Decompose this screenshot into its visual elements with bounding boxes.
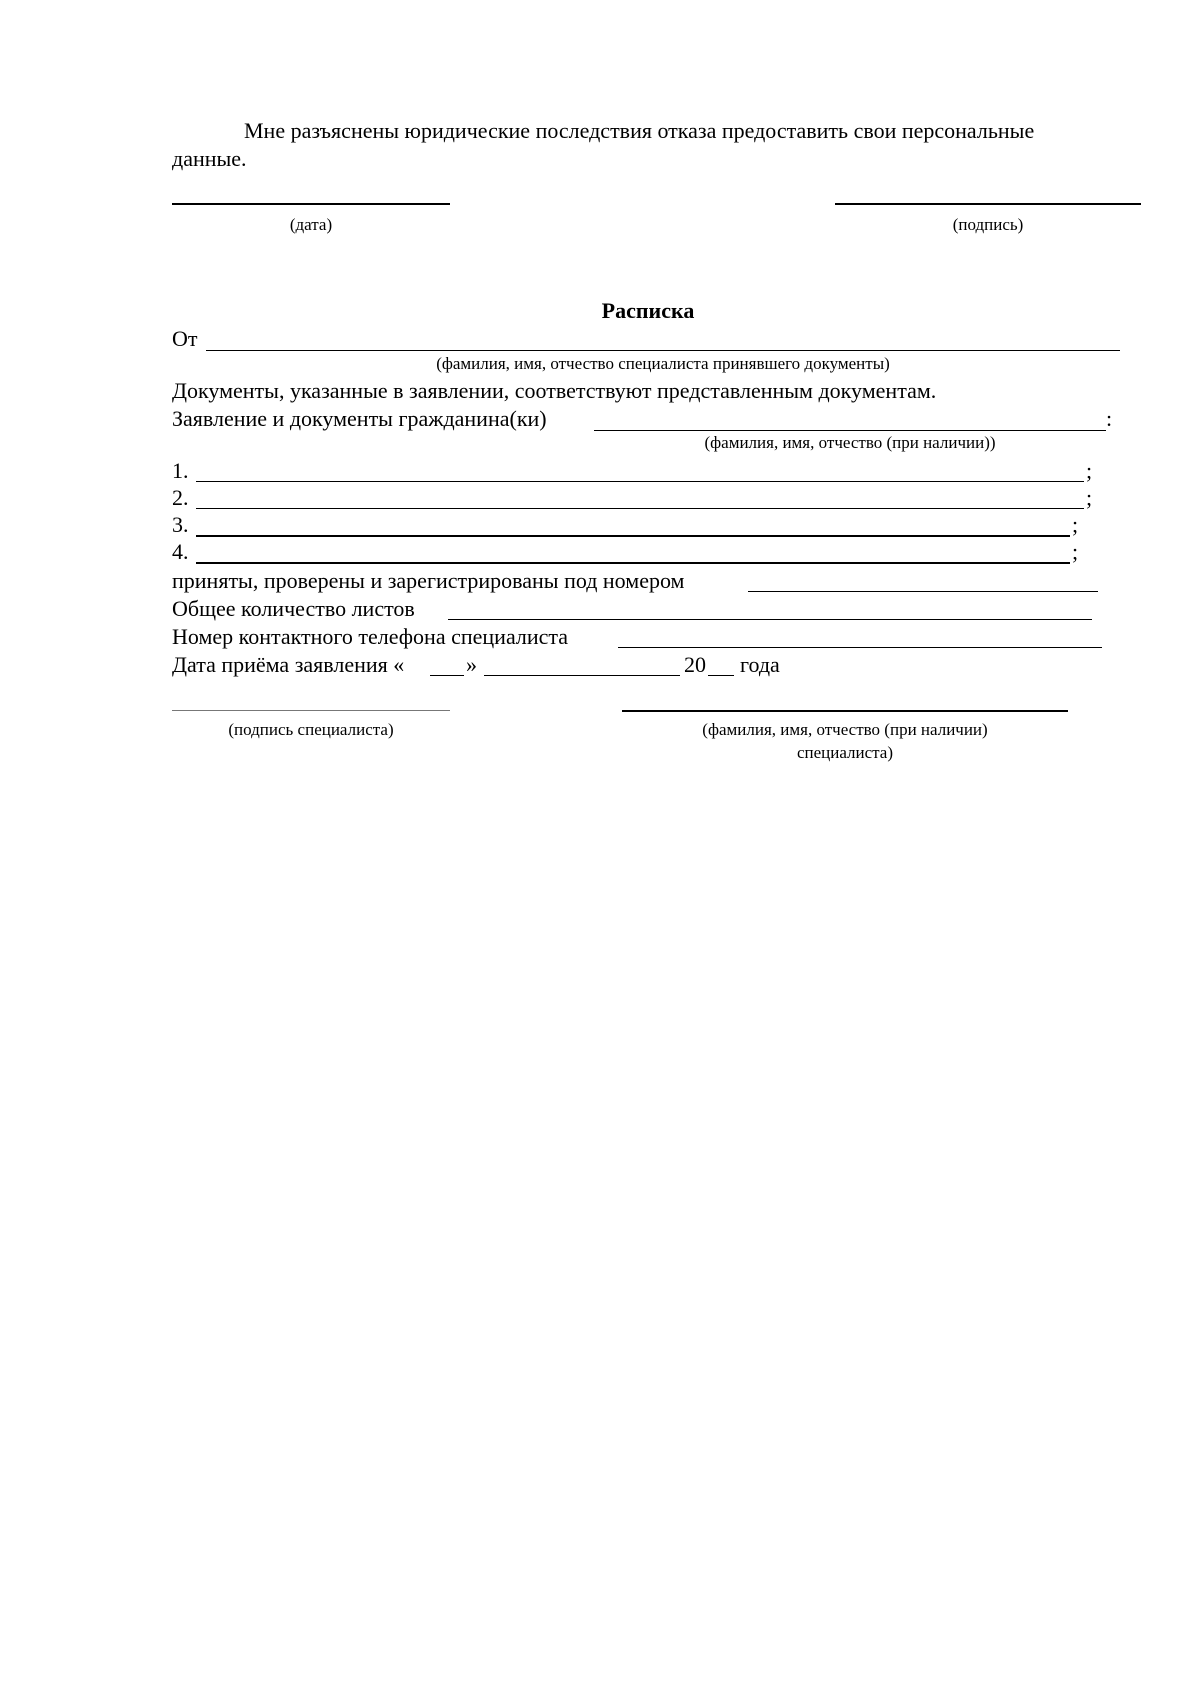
- item-line-1[interactable]: [196, 481, 1084, 482]
- intro-line-2: данные.: [172, 146, 247, 171]
- item-number: 4.: [172, 539, 189, 564]
- date-year-line[interactable]: [708, 675, 734, 676]
- date-caption: (дата): [289, 215, 333, 234]
- from-line[interactable]: [206, 350, 1120, 351]
- item-end: ;: [1072, 539, 1079, 564]
- registered-label: приняты, проверены и зарегистрированы под номером: [172, 568, 685, 593]
- docs-match-text: Документы, указанные в заявлении, соответствуют представленным документам.: [172, 378, 937, 403]
- date-line[interactable]: [172, 203, 450, 205]
- item-line-2[interactable]: [196, 508, 1084, 509]
- item-number: 3.: [172, 512, 189, 537]
- item-end: ;: [1072, 512, 1079, 537]
- specialist-name-caption-1: (фамилия, имя, отчество (при наличии): [702, 720, 988, 739]
- specialist-name-line[interactable]: [622, 710, 1068, 712]
- from-caption: (фамилия, имя, отчество специалиста принявшего документы): [436, 354, 890, 373]
- specialist-signature-line[interactable]: [172, 710, 450, 711]
- item-number: 1.: [172, 458, 189, 483]
- sheets-label: Общее количество листов: [172, 596, 415, 621]
- item-number: 2.: [172, 485, 189, 510]
- intro-line-1: Мне разъяснены юридические последствия отказа предоставить свои персональные: [244, 118, 1035, 143]
- date-month-line[interactable]: [484, 675, 680, 676]
- registration-number-line[interactable]: [748, 591, 1098, 592]
- item-line-3[interactable]: [196, 535, 1070, 537]
- citizen-colon: :: [1106, 406, 1113, 431]
- specialist-name-caption-2: специалиста): [796, 743, 894, 762]
- item-end: ;: [1086, 458, 1093, 483]
- citizen-line[interactable]: [594, 430, 1106, 431]
- date-year-suffix: года: [740, 652, 780, 677]
- date-year-prefix: 20: [684, 652, 706, 677]
- receipt-title: Расписка: [601, 298, 695, 323]
- date-accept-label: Дата приёма заявления «: [172, 652, 405, 677]
- date-day-line[interactable]: [430, 675, 464, 676]
- citizen-label: Заявление и документы гражданина(ки): [172, 406, 547, 431]
- item-line-4[interactable]: [196, 562, 1070, 564]
- date-quote-close: »: [466, 652, 477, 677]
- signature-caption: (подпись): [952, 215, 1024, 234]
- specialist-signature-caption: (подпись специалиста): [228, 720, 394, 739]
- phone-label: Номер контактного телефона специалиста: [172, 624, 569, 649]
- phone-line[interactable]: [618, 647, 1102, 648]
- sheets-line[interactable]: [448, 619, 1092, 620]
- from-label: От: [172, 326, 198, 351]
- signature-line[interactable]: [835, 203, 1141, 205]
- citizen-caption: (фамилия, имя, отчество (при наличии)): [704, 433, 996, 452]
- item-end: ;: [1086, 485, 1093, 510]
